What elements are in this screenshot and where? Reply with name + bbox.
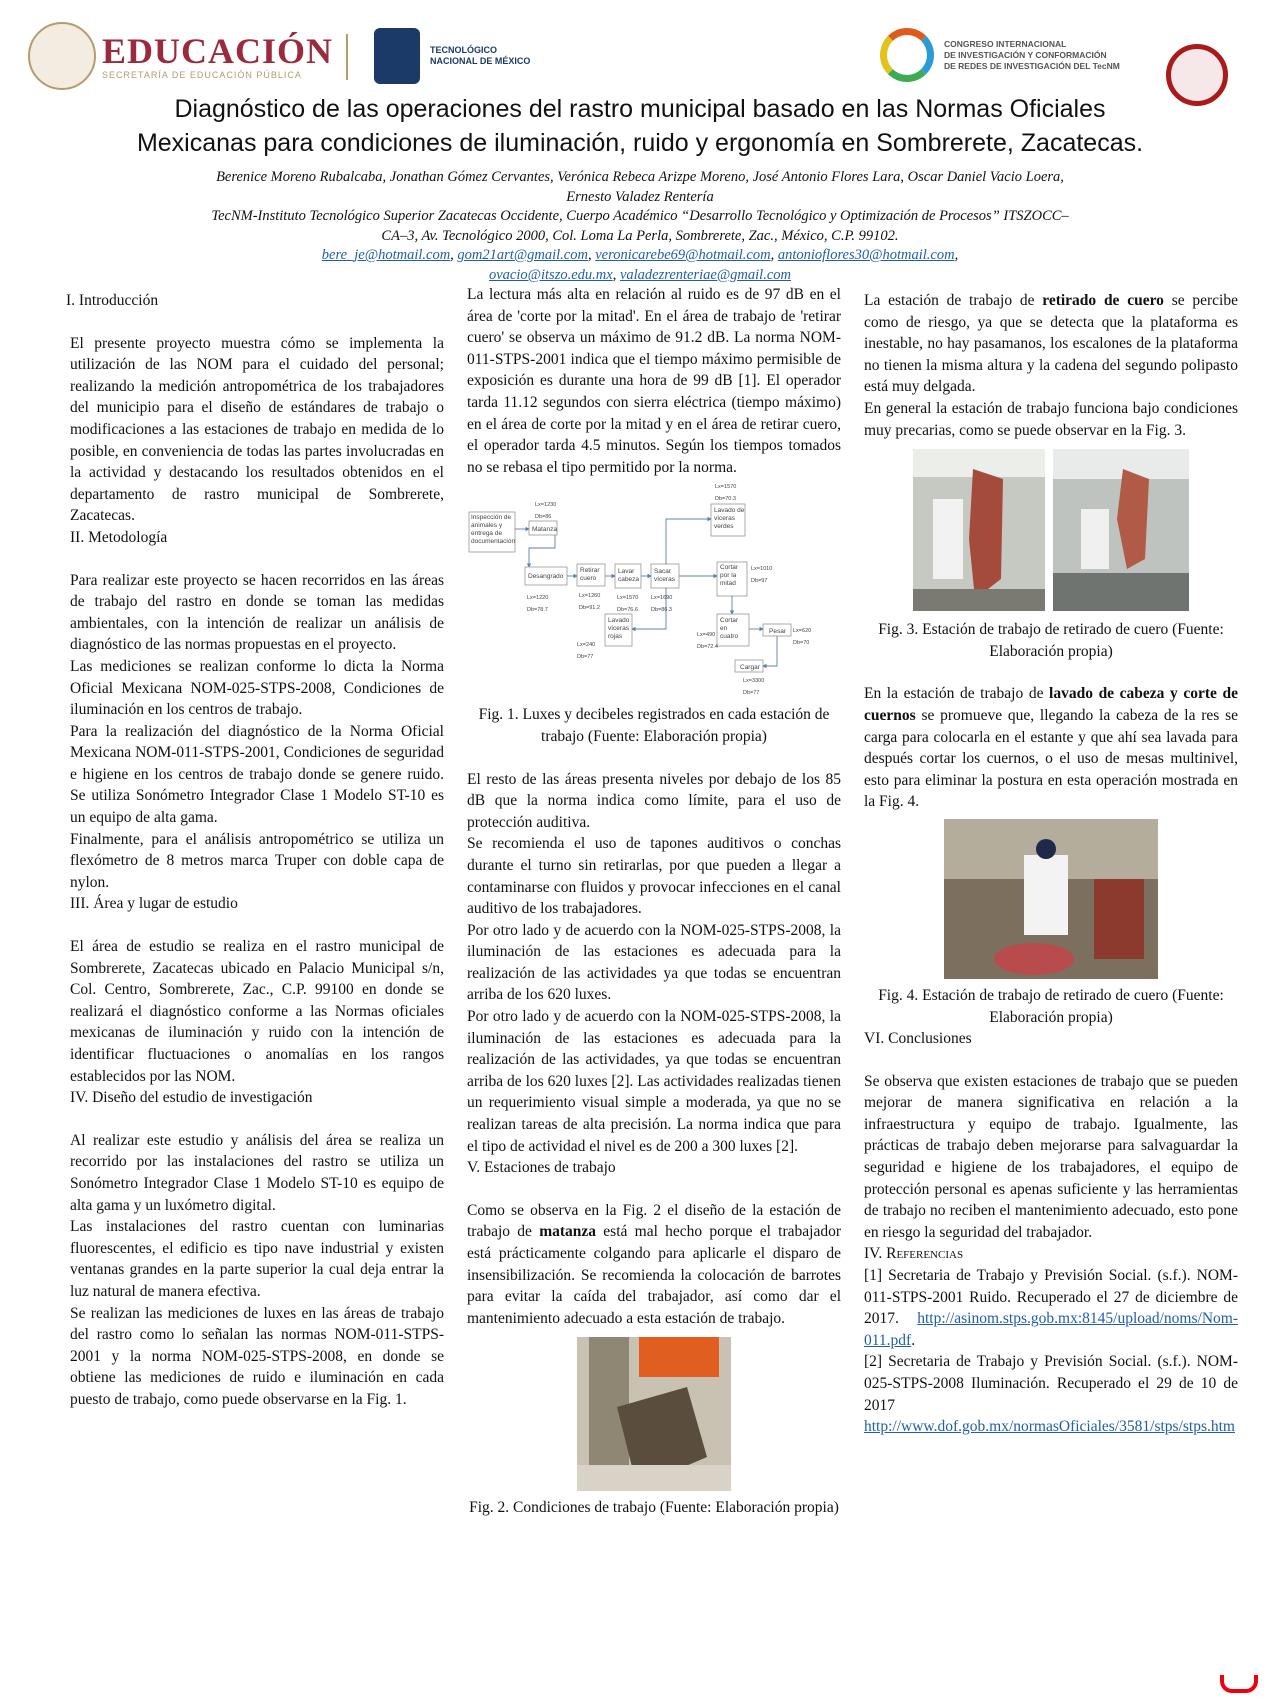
retirado-text-b: se percibe como de riesgo, ya que se detecta que la plataforma es inestable, no hay pasamanos, los escalones de la plataforma no tienen la misma altura y la cadena del segundo polipasto está muy delgada. <box>864 292 1238 396</box>
email-list: bere_je@hotmail.com, gom21art@gmail.com, veronicarebe69@hotmail.com, antonioflores30@hotmail.com, ovacio@itszo.edu.mx, valadezrenteriae@gmail.com <box>321 247 959 283</box>
matanza-text-b: está mal hecho porque el trabajador está prácticamente colgando para aplicarle el disparo de insensibilización. Se recomienda la colocación de barrotes para evitar la caída del trabajador, así como dar el mantenimiento adecuado a esta estación de trabajo. <box>467 1223 841 1327</box>
diagram-measure-label: Lx=1570 <box>617 595 639 602</box>
fig3-caption: Fig. 3. Estación de trabajo de retirado de cuero (Fuente: Elaboración propia) <box>878 621 1224 660</box>
diagram-node-retirar: cuero <box>580 575 597 583</box>
diagram-measure-label: Lx=1260 <box>579 593 601 600</box>
lavado-text-a: En la estación de trabajo de <box>864 685 1050 703</box>
column-2 <box>467 286 841 1519</box>
diagram-measure-label: Db=72.4 <box>697 644 718 651</box>
ref2-link[interactable]: http://www.dof.gob.mx/normasOficiales/3581/stps/stps.htm <box>864 1418 1235 1436</box>
email-link[interactable]: gom21art@gmail.com <box>457 247 588 263</box>
title-line1: Diagnóstico de las operaciones del rastro municipal basado en las Normas Oficiales <box>174 95 1106 123</box>
ruido-resto-text: El resto de las áreas presenta niveles por debajo de los 85 dB que la norma indica como límite, para el uso de protección auditiva. <box>467 770 841 831</box>
diagram-node-cortar-mitad: Cortar <box>720 564 739 572</box>
fig1-flow-diagram <box>467 484 841 700</box>
diagram-node-lavar: Lavar <box>618 568 635 576</box>
diagram-node-cortar-cuatro: cuatro <box>720 633 739 641</box>
diagram-node-lavado-verdes: Lavado de <box>714 507 745 515</box>
fig3-photos <box>864 449 1238 611</box>
metodologia-p3: Para la realización del diagnóstico de la Norma Oficial Mexicana NOM-011-STPS-2001, Condiciones de seguridad e higiene en los centros de trabajo donde se genere ruido. Se utiliza Sonómetro Integrador Clase 1 Modelo ST-10 es un equipo de alta gama. <box>70 722 444 827</box>
edu-subtitle: SECRETARÍA DE EDUCACIÓN PÚBLICA <box>102 70 302 80</box>
email-link[interactable]: ovacio@itszo.edu.mx <box>489 266 613 283</box>
diseno-heading: IV. Diseño del estudio de investigación <box>70 1089 313 1107</box>
diagram-measure-label: Db=97 <box>751 578 768 585</box>
diagram-node-inspeccion: Inspección de <box>471 514 512 522</box>
diagram-node-lavado-verdes: víceras <box>714 515 735 523</box>
email-link[interactable]: veronicarebe69@hotmail.com <box>595 247 771 263</box>
reference-1 <box>864 1265 1238 1351</box>
diagram-measure-label: Db=78.7 <box>527 607 548 614</box>
fig2-photo <box>467 1337 841 1491</box>
conclusiones-text: Se observa que existen estaciones de trabajo que se pueden mejorar de manera significativa en relación a la infraestructura y equipo de trabajo. Igualmente, las prácticas de trabajo deben mejorarse para salvaguardar la seguridad e higiene de los trabajadores, el equipo de protección personal es apenas suficiente y las herramientas de trabajo no reciben el mantenimiento adecuado, esto pone en riesgo la seguridad del trabajador. <box>864 1072 1238 1241</box>
tecnm-line1: TECNOLÓGICO <box>430 45 497 55</box>
diagram-node-matanza: Matanza <box>532 526 557 534</box>
diagram-node-desangrado: Desangrado <box>528 573 564 581</box>
intro-text: El presente proyecto muestra cómo se implementa la utilización de las NOM para el cuidado del personal; realizando la medición antropométrica de los trabajadores del municipio para el diseño de estándares de trabajo o modificaciones a las estaciones de trabajo en medida de lo posible, en conveniencia de todas las partes involucradas en la actividad y destacando los resultados obtenidos en el departamento de rastro municipal de Sombrerete, Zacatecas. <box>70 334 444 525</box>
edu-title: EDUCACIÓN <box>102 31 334 71</box>
diagram-measure-label: Lx=1690 <box>651 595 673 602</box>
email-link[interactable]: valadezrenteriae@gmail.com <box>619 266 791 283</box>
matanza-text <box>467 1200 841 1330</box>
ruido-text: La lectura más alta en relación al ruido es de 97 dB en el área de 'corte por la mitad'. En el área de trabajo de 'retirar cuero' se observa un máximo de 91.2 dB. La norma NOM-011-STPS-2001 indica que el tiempo máximo permisible de exposición es durante una hora de 99 dB [1]. El operador tarda 11.12 segundos con sierra eléctrica (tiempo máximo) en el área de corte por la mitad y en el área de retirar cuero, el operador tarda 4.5 minutos. Según los tiempos tomados no se rebasa el tipo permitido por la norma. <box>467 286 841 476</box>
diagram-node-lavado-rojas: víceras <box>608 625 629 633</box>
diagram-node-cortar-mitad: mitad <box>720 580 736 588</box>
area-heading: III. Área y lugar de estudio <box>70 895 238 913</box>
conclusiones-heading: VI. Conclusiones <box>864 1030 972 1048</box>
diagram-node-cargar: Cargar <box>740 664 760 672</box>
area-text: El área de estudio se realiza en el rastro municipal de Sombrerete, Zacatecas ubicado en Palacio Municipal s/n, Col. Centro, Sombrerete, Zac., C.P. 99100 en donde se realizará el diagnóstico conforme a las Normas oficiales mexicanas de iluminación y ruido con la intención de identificar fluctuaciones o anomalías en los rangos establecidos por las NOM. <box>70 938 444 1085</box>
estaciones-heading: V. Estaciones de trabajo <box>467 1159 616 1177</box>
ref1-text: [1] Secretaria de Trabajo y Previsión Social. (s.f.). NOM-011-STPS-2001 Ruido. Recuperado el 27 de diciembre de 2017. <box>864 1267 1238 1328</box>
diagram-node-cortar-cuatro: Cortar <box>720 617 739 625</box>
column-3 <box>864 290 1238 1438</box>
diagram-node-lavado-rojas: Lavado <box>608 617 630 625</box>
logo-divider <box>346 34 348 80</box>
metodologia-p2: Las mediciones se realizan conforme lo dicta la Norma Oficial Mexicana NOM-025-STPS-2008, Condiciones de iluminación en los centros de trabajo. <box>70 657 444 719</box>
congreso-line2: DE INVESTIGACIÓN Y CONFORMACIÓN <box>944 49 1107 60</box>
ref2-text: [2] Secretaria de Trabajo y Previsión Social. (s.f.). NOM-025-STPS-2008 Iluminación. Recuperado el 29 de 10 de 2017 <box>864 1353 1238 1414</box>
ref1-link[interactable]: http://asinom.stps.gob.mx:8145/upload/noms/Nom-011.pdf <box>864 1310 1238 1349</box>
fig4-photo <box>864 819 1238 979</box>
diseno-p1: Al realizar este estudio y análisis del área se realiza un recorrido por las instalaciones del rastro se utiliza un Sonómetro Integrador Clase 1 Modelo ST-10 es equipo de alta gama y un luxómetro digital. <box>70 1131 444 1214</box>
fig1-caption: Fig. 1. Luxes y decibeles registrados en cada estación de trabajo (Fuente: Elaboración propia) <box>478 706 830 745</box>
diagram-node-inspeccion: documentación <box>471 538 516 546</box>
lavado-text-b: se promueve que, llegando la cabeza de la res se carga para colocarla en el estante y que ahí sea lavada para después cortar los cuernos, o el uso de mesas multinivel, esto para eliminar la postura en esta operación mostrada en la Fig. 4. <box>864 706 1238 811</box>
fig2-matanza-photo-icon <box>577 1337 731 1491</box>
fig4-caption: Fig. 4. Estación de trabajo de retirado de cuero (Fuente: Elaboración propia) <box>878 986 1224 1026</box>
retirado-bold: retirado de cuero <box>1042 292 1164 309</box>
iluminacion-text-1: Por otro lado y de acuerdo con la NOM-025-STPS-2008, la iluminación de las estaciones es adecuada para la realización de las actividades ya que todas se encuentran arriba de los 620 luxes. <box>467 921 841 1004</box>
fig4-lavado-photo-icon <box>944 819 1158 979</box>
diagram-measure-label: Db=76.6 <box>617 607 638 614</box>
title-line2: Mexicanas para condiciones de iluminación, ruido y ergonomía en Sombrerete, Zacatecas. <box>136 129 1144 157</box>
congreso-ring-icon <box>880 28 934 82</box>
iluminacion-text-2: Por otro lado y de acuerdo con la NOM-025-STPS-2008, la iluminación de las estaciones es adecuada para la realización de las actividades, ya que todas se encuentran arriba de los 620 luxes [2]. Las actividades realizadas tienen un requerimiento visual simple a moderada, ya que no se realizan tareas de alta precisión. La norma indica que para el tipo de actividad el nivel es de 200 a 300 luxes [2]. <box>467 1008 841 1155</box>
diagram-node-sacar: víceras <box>654 576 675 584</box>
general-text: En general la estación de trabajo funciona bajo condiciones muy precarias, como se puede observar en la Fig. 3. <box>864 399 1238 439</box>
diagram-measure-label: Db=77 <box>743 690 760 697</box>
diagram-node-lavado-verdes: verdes <box>714 523 734 531</box>
diagram-measure-label: Db=91.2 <box>579 605 600 612</box>
diagram-measure-label: Db=77 <box>577 654 594 661</box>
authors-block <box>200 168 1080 285</box>
ref1-end: . <box>911 1331 916 1349</box>
diagram-measure-label: Db=70.3 <box>715 496 736 503</box>
reference-2 <box>864 1351 1238 1437</box>
diagram-measure-label: Lx=240 <box>577 642 596 649</box>
fig3-photo-left-icon <box>913 449 1045 611</box>
diagram-node-lavar: cabeza <box>618 576 639 584</box>
retirado-text-a: La estación de trabajo de <box>864 292 1043 309</box>
diagram-measure-label: Db=70 <box>793 640 810 647</box>
metodologia-heading: II. Metodología <box>70 528 168 546</box>
diagram-measure-label: Lx=490 <box>697 632 716 639</box>
diagram-node-inspeccion: animales y <box>471 522 503 530</box>
diagram-measure-label: Db=86 <box>535 514 552 521</box>
metodologia-p1: Para realizar este proyecto se hacen recorridos en las áreas de trabajo del rastro en donde se toman las medidas ambientales, con la intención de realizar un análisis de diagnóstico de las normas propuestas en el proyecto. <box>70 571 444 654</box>
diagram-node-cortar-mitad: por la <box>720 572 737 580</box>
diagram-node-retirar: Retirar <box>580 567 600 575</box>
diagram-node-pesar: Pesar <box>769 628 786 636</box>
sep-logo <box>28 22 333 90</box>
congreso-logo <box>880 28 1120 82</box>
lavado-text <box>864 683 1238 813</box>
diseno-p2: Las instalaciones del rastro cuentan con luminarias fluorescentes, el edificio es tipo nave industrial y existen ventanas grandes en la parte superior la cual deja entrar la luz natural de manera efectiva. <box>70 1218 444 1300</box>
metodologia-p4: Finalmente, para el análisis antropométrico se utiliza un flexómetro de 8 metros marca Truper con doble capa de nylon. <box>70 830 444 891</box>
intro-heading: I. Introducción <box>66 292 159 309</box>
column-1 <box>66 290 444 1411</box>
diagram-measure-label: Lx=1220 <box>527 595 549 602</box>
tecnm-logo <box>374 28 530 84</box>
tecnm-gear-icon <box>374 28 420 84</box>
diagram-node-sacar: Sacar <box>654 568 671 576</box>
referencias-heading: IV. Referencias <box>864 1245 964 1263</box>
email-link[interactable]: bere_je@hotmail.com <box>321 247 451 263</box>
diagram-node-cortar-cuatro: en <box>720 625 728 633</box>
email-link[interactable]: antonioflores30@hotmail.com <box>777 247 955 263</box>
diagram-measure-label: Db=86.3 <box>651 607 672 614</box>
mexico-seal-icon <box>28 22 96 90</box>
fig3-photo-right-icon <box>1053 449 1189 611</box>
diseno-p3: Se realizan las mediciones de luxes en las áreas de trabajo del rastro como lo señalan las normas NOM-011-STPS-2001 y la norma NOM-025-STPS-2008, en donde se obtiene las mediciones de ruido e iluminación en cada puesto de trabajo, como puede observarse en la Fig. 1. <box>70 1304 444 1408</box>
affiliation: TecNM-Instituto Tecnológico Superior Zacatecas Occidente, Cuerpo Académico “Desarrollo Tecnológico y Optimización de Procesos” ITSZOCC–CA–3, Av. Tecnológico 2000, Col. Loma La Perla, Sombrerete, Zac., México, C.P. 99102. <box>211 208 1069 244</box>
diagram-node-inspeccion: entrega de <box>471 530 503 538</box>
corner-mark <box>1220 1675 1258 1693</box>
diagram-measure-label: Lx=1570 <box>715 484 737 491</box>
poster-title <box>60 92 1220 160</box>
diagram-measure-label: Lx=3300 <box>743 678 765 685</box>
congreso-line1: CONGRESO INTERNACIONAL <box>944 38 1067 49</box>
diagram-measure-label: Lx=620 <box>793 628 812 635</box>
congreso-line3: DE REDES DE INVESTIGACIÓN DEL TecNM <box>944 60 1120 71</box>
lavado-bold: lavado de cabeza y corte de cuernos <box>864 685 1238 724</box>
diagram-measure-label: Lx=1230 <box>535 502 557 509</box>
matanza-bold: matanza <box>539 1223 597 1241</box>
retirado-text <box>864 290 1238 398</box>
tapones-text: Se recomienda el uso de tapones auditivos o conchas durante el turno sin retirarlas, por que pueden a llegar a contaminarse con fluidos y provocar infecciones en el canal auditivo de los trabajadores. <box>467 835 841 918</box>
diagram-measure-label: Lx=1010 <box>751 566 773 573</box>
author-names: Berenice Moreno Rubalcaba, Jonathan Gómez Cervantes, Verónica Rebeca Arizpe Moreno, José Antonio Flores Lara, Oscar Daniel Vacio Loera, Ernesto Valadez Rentería <box>216 169 1064 205</box>
fig2-caption: Fig. 2. Condiciones de trabajo (Fuente: Elaboración propia) <box>469 1499 839 1517</box>
tecnm-line2: NACIONAL DE MÉXICO <box>430 56 531 66</box>
matanza-text-a: Como se observa en la Fig. 2 el diseño de la estación de trabajo de <box>467 1201 841 1241</box>
diagram-node-lavado-rojas: rojas <box>608 633 623 641</box>
